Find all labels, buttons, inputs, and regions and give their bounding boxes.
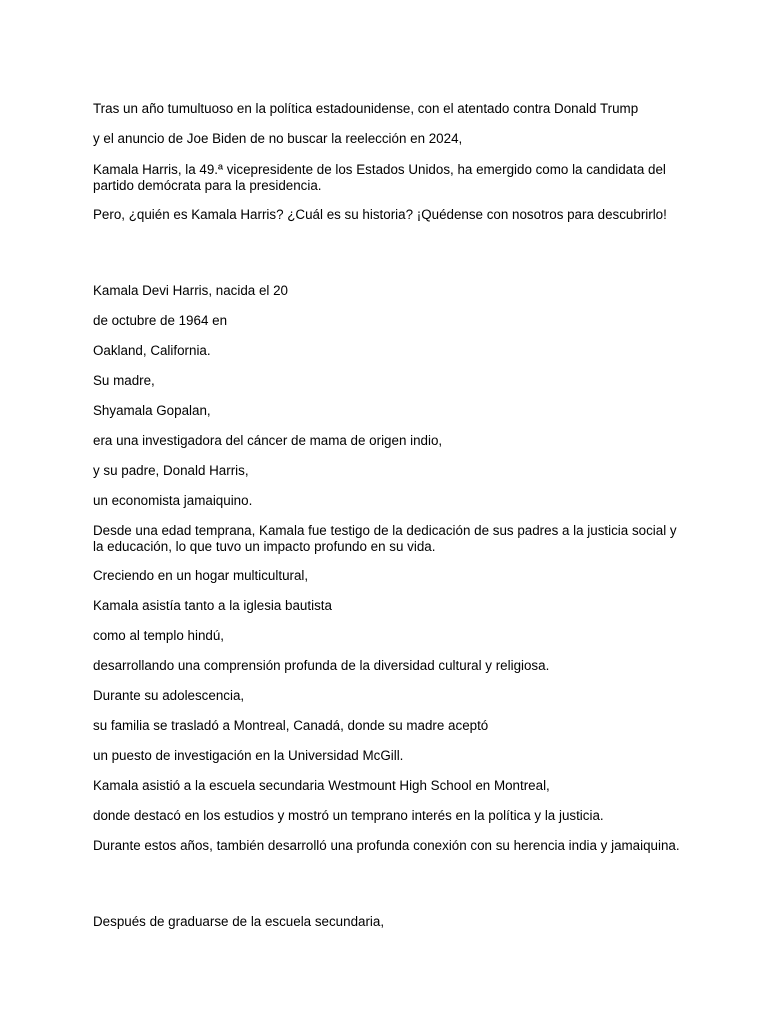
- paragraph: de octubre de 1964 en: [93, 313, 228, 328]
- paragraph: y el anuncio de Joe Biden de no buscar la reelección en 2024,: [93, 131, 463, 146]
- paragraph: un puesto de investigación en la Universidad McGill.: [93, 748, 404, 763]
- paragraph: era una investigadora del cáncer de mama de origen indio,: [93, 433, 443, 448]
- paragraph: donde destacó en los estudios y mostró un temprano interés en la política y la justicia.: [93, 808, 604, 823]
- paragraph: Kamala Devi Harris, nacida el 20: [93, 283, 288, 298]
- paragraph: Creciendo en un hogar multicultural,: [93, 568, 309, 583]
- paragraph: Shyamala Gopalan,: [93, 403, 211, 418]
- paragraph: un economista jamaiquino.: [93, 493, 253, 508]
- paragraph: Pero, ¿quién es Kamala Harris? ¿Cuál es su historia? ¡Quédense con nosotros para descubrirlo!: [93, 207, 667, 222]
- paragraph: Desde una edad temprana, Kamala fue testigo de la dedicación de sus padres a la justicia social y la educación, lo que tuvo un impacto profundo en su vida.: [93, 523, 677, 554]
- paragraph: Después de graduarse de la escuela secundaria,: [93, 914, 385, 929]
- paragraph: Kamala asistió a la escuela secundaria Westmount High School en Montreal,: [93, 778, 550, 793]
- paragraph: Kamala asistía tanto a la iglesia bautista: [93, 598, 332, 613]
- paragraph: su familia se trasladó a Montreal, Canadá, donde su madre aceptó: [93, 718, 489, 733]
- paragraph: como al templo hindú,: [93, 628, 225, 643]
- paragraph: Tras un año tumultuoso en la política estadounidense, con el atentado contra Donald Trump: [93, 101, 639, 116]
- paragraph: y su padre, Donald Harris,: [93, 463, 249, 478]
- paragraph: Kamala Harris, la 49.ª vicepresidente de los Estados Unidos, ha emergido como la candidata del partido demócrata para la presidencia.: [93, 162, 666, 193]
- paragraph: desarrollando una comprensión profunda de la diversidad cultural y religiosa.: [93, 658, 550, 673]
- paragraph: Su madre,: [93, 373, 155, 388]
- paragraph: Durante estos años, también desarrolló una profunda conexión con su herencia india y jamaiquina.: [93, 838, 680, 853]
- paragraph: Durante su adolescencia,: [93, 688, 245, 703]
- paragraph: Oakland, California.: [93, 343, 211, 358]
